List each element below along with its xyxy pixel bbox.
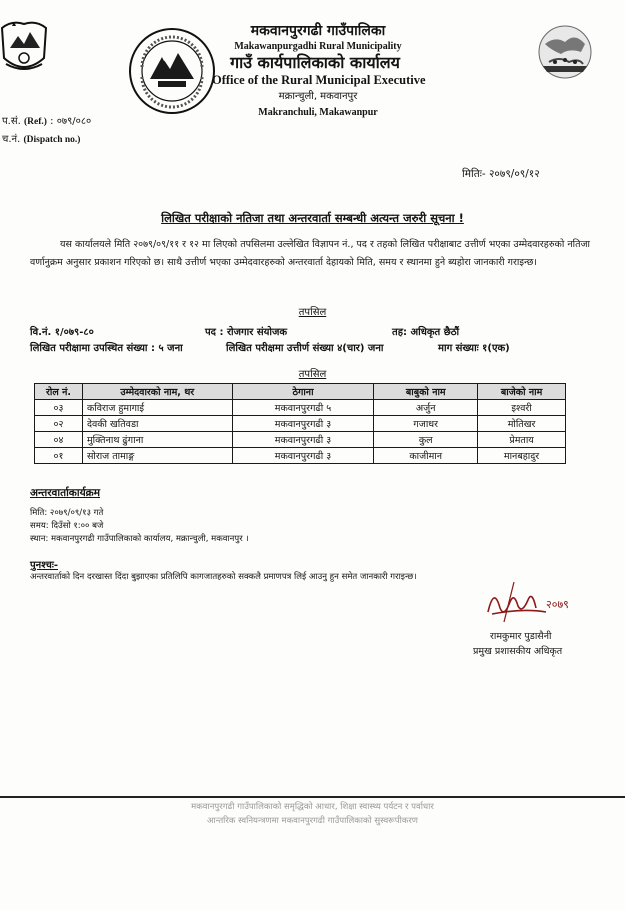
location-en: Makranchuli, Makawanpur	[258, 107, 378, 118]
column-header: उम्मेदवारको नाम, थर	[82, 384, 232, 400]
roll-cell: ०१	[35, 448, 83, 464]
ref-value: : ०७९/०८०	[50, 116, 92, 127]
column-header: रोल नं.	[35, 384, 83, 400]
grandfather-cell: मानबहादुर	[478, 448, 566, 464]
result-table	[34, 383, 566, 464]
postscript-text: अन्तरवार्ताको दिन दरखास्त दिंदा बुझाएका प्रतिलिपि कागजातहरुको सक्कलै प्रमाणपत्र लिई आउनु हुन समेत जानकारी गराइन्छ।	[30, 572, 417, 582]
candidate-cell: कविराज हुमागाई	[82, 400, 232, 416]
footer-slogan: आन्तरिक स्वनियन्त्रणमा मकवानपुरगढी गाउँपालिकाको सुस्वरूपीकरण	[207, 816, 418, 826]
dispatch-number	[2, 131, 91, 149]
footer-divider	[0, 796, 625, 798]
dispatch-label-np: च.नं.	[2, 134, 21, 145]
interview-place: स्थान: मकवानपुरगढी गाउँपालिकाको कार्यालय, मक्रान्चुली, मकवानपुर ।	[30, 534, 249, 544]
roll-cell: ०४	[35, 432, 83, 448]
father-cell: कुल	[374, 432, 478, 448]
municipality-seal-icon	[128, 27, 216, 115]
column-header: बाजेको नाम	[478, 384, 566, 400]
address-cell: मकवानपुरगढी ५	[232, 400, 374, 416]
table-header-row	[35, 384, 566, 400]
interview-date: मिति: २०७९/०९/१३ गते	[30, 508, 104, 518]
father-cell: गजाधर	[374, 416, 478, 432]
passed-count: लिखित परीक्षमा उत्तीर्ण संख्या ४(चार) जना	[226, 343, 384, 354]
table-row	[35, 400, 566, 416]
vacancy-line-1	[30, 324, 590, 338]
vacancy-line-2	[30, 340, 590, 354]
svg-text:२०७९: २०७९	[546, 598, 569, 611]
table-row	[35, 416, 566, 432]
tapasil-heading: तपसिल	[298, 369, 327, 380]
grandfather-cell: इश्वरी	[478, 400, 566, 416]
appeared-count: लिखित परीक्षामा उपस्थित संख्या : ५ जना	[30, 343, 183, 354]
ref-label-en: (Ref.)	[24, 117, 47, 127]
ref-number	[2, 113, 91, 131]
notice-body: यस कार्यालयले मिति २०७९/०९/११ र १२ मा लिएको तपसिलमा उल्लेखित विज्ञापन नं., पद र तहको लिखित परीक्षाबाट उत्तीर्ण भएका उम्मेदवारहरुको नतिजा वर्णानुक्रम अनुसार प्रकाशन गरिएको छ। साथै उत्तीर्ण भएका उम्मेदवारहरुको अन्तरवार्ता देहायको मिति, समय र स्थानमा हुने ब्यहोरा जानकारी गराइन्छ।	[30, 239, 590, 268]
office-name-en: Office of the Rural Municipal Executive	[212, 73, 426, 87]
grandfather-cell: मोतिखर	[478, 416, 566, 432]
signatory-designation: प्रमुख प्रशासकीय अधिकृत	[473, 646, 563, 657]
ad-number: वि.नं. १/०७९-८०	[30, 327, 94, 338]
postscript-heading: पुनश्चः-	[30, 560, 59, 571]
globe-logo-icon	[535, 22, 595, 82]
grandfather-cell: प्रेमताय	[478, 432, 566, 448]
nepal-emblem-icon	[0, 18, 48, 76]
post-name: पद : रोजगार संयोजक	[205, 327, 288, 338]
table-row	[35, 448, 566, 464]
interview-heading: अन्तरवार्ताकार्यक्रम	[30, 487, 101, 499]
municipality-name-np: मकवानपुरगढी गाउँपालिका	[250, 23, 386, 39]
interview-time: समय: दिउँसो १:०० बजे	[30, 521, 104, 531]
letterhead	[212, 22, 426, 120]
office-name-np: गाउँ कार्यपालिकाको कार्यालय	[230, 53, 400, 72]
column-header: ठेगाना	[232, 384, 374, 400]
footer-slogan: मकवानपुरगढी गाउँपालिकाको समृद्धिको आधार, शिक्षा स्वास्थ्य पर्यटन र पर्वाधार	[191, 802, 434, 812]
tapasil-heading: तपसिल	[298, 307, 327, 318]
column-header: बाबुको नाम	[374, 384, 478, 400]
candidate-cell: देवकी खतिवडा	[82, 416, 232, 432]
roll-cell: ०३	[35, 400, 83, 416]
notice-title: लिखित परीक्षाको नतिजा तथा अन्तरवार्ता सम्बन्धी अत्यन्त जरुरी सूचना !	[161, 211, 464, 225]
table-row	[35, 432, 566, 448]
address-cell: मकवानपुरगढी ३	[232, 432, 374, 448]
municipality-name-en: Makawanpurgadhi Rural Municipality	[234, 41, 402, 52]
address-cell: मकवानपुरगढी ३	[232, 416, 374, 432]
roll-cell: ०२	[35, 416, 83, 432]
interview-details	[30, 507, 249, 546]
post-level: तह: अधिकृत छैठौं	[392, 327, 460, 338]
father-cell: अर्जुन	[374, 400, 478, 416]
candidate-cell: मुक्तिनाथ ढुंगाना	[82, 432, 232, 448]
father-cell: काजीमान	[374, 448, 478, 464]
notice-date: मितिः- २०७९/०९/१२	[462, 168, 540, 180]
ref-label-np: प.सं.	[2, 116, 21, 127]
candidate-cell: सोराज तामाङ्ग	[82, 448, 232, 464]
reference-block	[2, 113, 91, 149]
demand-count: माग संख्याः १(एक)	[438, 343, 510, 354]
dispatch-label-en: (Dispatch no.)	[23, 135, 81, 145]
location-np: मक्रान्चुली, मकवानपुर	[278, 91, 358, 102]
address-cell: मकवानपुरगढी ३	[232, 448, 374, 464]
signatory-name: रामकुमार पुडासैनी	[490, 631, 552, 642]
signature	[484, 578, 574, 626]
